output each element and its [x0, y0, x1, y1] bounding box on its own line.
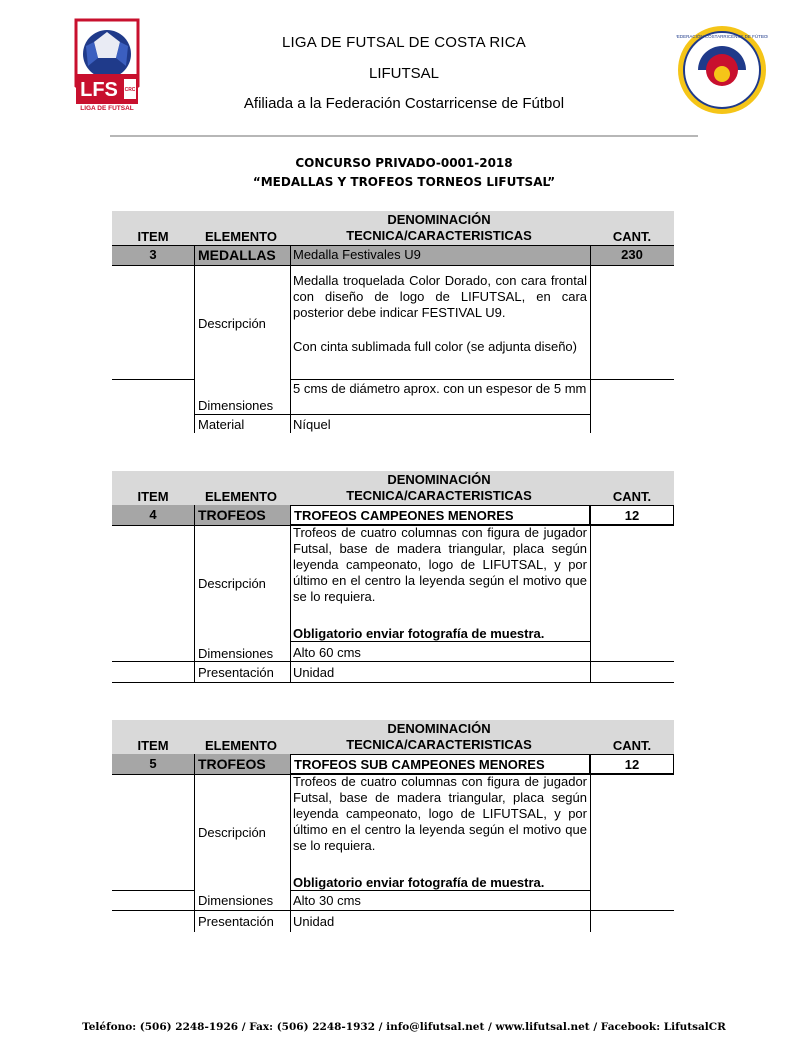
- item-table-4: [112, 471, 674, 683]
- table-header: [112, 211, 674, 245]
- desc-text-extra: Obligatorio enviar fotografía de muestra.: [293, 626, 545, 641]
- contest-number: CONCURSO PRIVADO-0001-2018: [295, 156, 513, 170]
- presentation-label: Presentación: [198, 665, 274, 680]
- item-elemento: TROFEOS: [198, 756, 266, 772]
- item-cant: 12: [590, 754, 674, 774]
- col-denominacion-header: [288, 721, 590, 753]
- item-table-5: [112, 720, 674, 932]
- col-denominacion-line2: TECNICA/CARACTERISTICAS: [346, 228, 532, 243]
- dim-text: 5 cms de diámetro aprox. con un espesor de 5 mm: [293, 381, 587, 396]
- desc-label: Descripción: [198, 825, 266, 840]
- item-cant: 230: [621, 247, 643, 262]
- col-item-header: ITEM: [137, 489, 169, 504]
- item-row: [112, 754, 674, 774]
- item-elemento: TROFEOS: [198, 507, 266, 523]
- item-number: 5: [149, 756, 157, 771]
- col-item-header: ITEM: [137, 229, 169, 244]
- desc-label: Descripción: [198, 576, 266, 591]
- material-label: Material: [198, 417, 245, 432]
- dim-text: Alto 30 cms: [293, 893, 361, 908]
- col-denominacion-line1: DENOMINACIÓN: [387, 472, 491, 487]
- col-elemento-header: ELEMENTO: [205, 229, 277, 244]
- presentation-text: Unidad: [293, 665, 335, 680]
- footer-contact: Teléfono: (506) 2248-1926 / Fax: (506) 2248-1932 / info@lifutsal.net / www.lifutsal.net / Facebook: LifutsalCR: [82, 1021, 726, 1033]
- table-header: [112, 720, 674, 754]
- contest-name: “MEDALLAS Y TROFEOS TORNEOS LIFUTSAL”: [252, 175, 556, 189]
- desc-text: Trofeos de cuatro columnas con figura de jugador Futsal, base de madera triangular, placa según leyenda campeonato, logo de LIFUTSAL, y por último en el centro la leyenda según el motivo que se lo requiera.: [293, 774, 587, 853]
- item-number: 4: [149, 507, 157, 522]
- desc-text: Medalla troquelada Color Dorado, con cara frontal con diseño de logo de LIFUTSAL, en cara posterior debe indicar FESTIVAL U9.: [293, 273, 587, 320]
- item-cant: 12: [590, 505, 674, 525]
- col-denominacion-header: [288, 472, 590, 504]
- fedefutbol-logo-text: FEDERACIÓN COSTARRICENSE DE FÚTBOL: [676, 34, 768, 39]
- league-name: LIGA DE FUTSAL DE COSTA RICA: [282, 34, 526, 51]
- desc-text-extra: Con cinta sublimada full color (se adjunta diseño): [293, 339, 577, 354]
- col-denominacion-line1: DENOMINACIÓN: [387, 721, 491, 736]
- lfs-logo-badge: CRC: [124, 87, 136, 93]
- presentation-label: Presentación: [198, 914, 274, 929]
- material-text: Níquel: [293, 417, 331, 432]
- item-row: [112, 505, 674, 525]
- table-header: [112, 471, 674, 505]
- desc-label: Descripción: [198, 316, 266, 331]
- col-denominacion-line2: TECNICA/CARACTERISTICAS: [346, 737, 532, 752]
- dim-label: Dimensiones: [198, 398, 274, 413]
- header-divider: [110, 135, 698, 137]
- item-table-3: [112, 211, 674, 433]
- lfs-logo-subtext: LIGA DE FUTSAL: [80, 105, 134, 112]
- col-elemento-header: ELEMENTO: [205, 489, 277, 504]
- presentation-text: Unidad: [293, 914, 335, 929]
- col-elemento-header: ELEMENTO: [205, 738, 277, 753]
- dim-label: Dimensiones: [198, 646, 274, 661]
- dim-text: Alto 60 cms: [293, 645, 361, 660]
- col-denominacion-line2: TECNICA/CARACTERISTICAS: [346, 488, 532, 503]
- item-denominacion: TROFEOS CAMPEONES MENORES: [290, 505, 590, 525]
- item-number: 3: [149, 247, 157, 262]
- col-cant-header: CANT.: [612, 229, 652, 244]
- desc-text: Trofeos de cuatro columnas con figura de jugador Futsal, base de madera triangular, placa según leyenda campeonato, logo de LIFUTSAL, y por último en el centro la leyenda según el motivo que se lo requiera.: [293, 525, 587, 604]
- col-cant-header: CANT.: [612, 738, 652, 753]
- lfs-logo-text: LFS: [80, 79, 118, 101]
- col-denominacion-header: [288, 212, 590, 244]
- dim-label: Dimensiones: [198, 893, 274, 908]
- item-denominacion: TROFEOS SUB CAMPEONES MENORES: [290, 754, 590, 774]
- col-cant-header: CANT.: [612, 489, 652, 504]
- item-denominacion: Medalla Festivales U9: [293, 247, 421, 262]
- col-item-header: ITEM: [137, 738, 169, 753]
- league-short-name: LIFUTSAL: [368, 65, 440, 82]
- affiliation: Afiliada a la Federación Costarricense de Fútbol: [243, 95, 565, 112]
- col-denominacion-line1: DENOMINACIÓN: [387, 212, 491, 227]
- desc-text-extra: Obligatorio enviar fotografía de muestra.: [293, 875, 545, 890]
- item-elemento: MEDALLAS: [198, 247, 276, 263]
